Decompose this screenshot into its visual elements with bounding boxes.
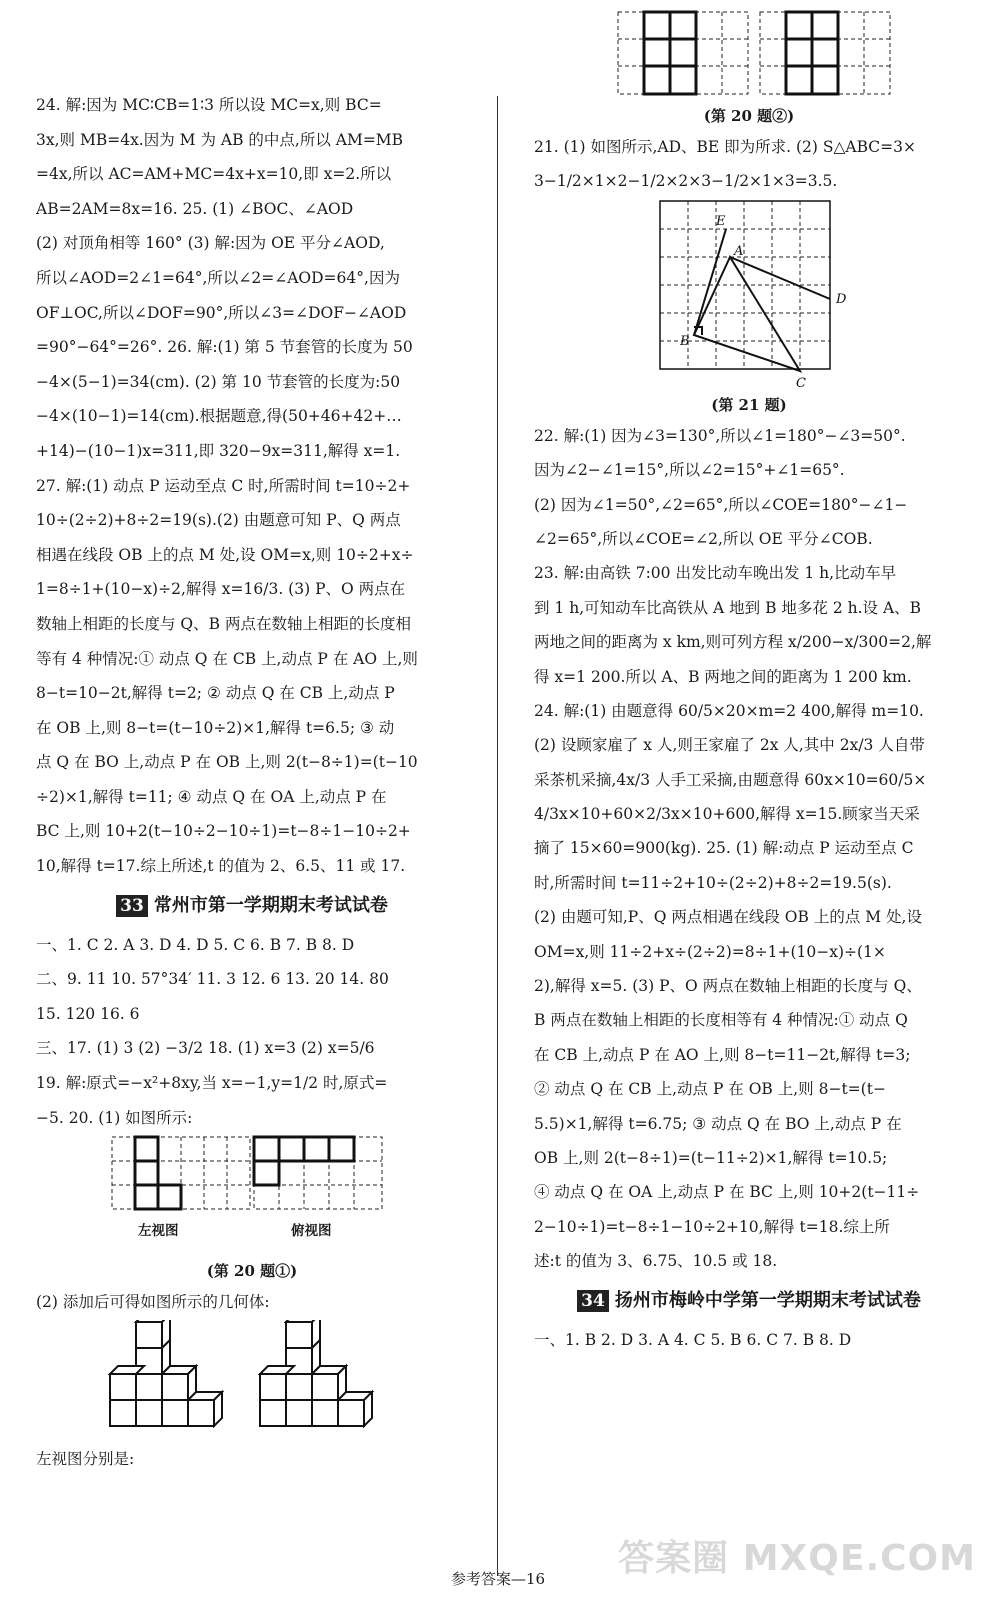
- text-line: 一、1. C 2. A 3. D 4. D 5. C 6. B 7. B 8. D: [36, 935, 355, 954]
- text-line: 8−t=10−2t,解得 t=2; ② 动点 Q 在 CB 上,动点 P: [36, 684, 395, 703]
- text-line: 采茶机采摘,4x/3 人手工采摘,由题意得 60x×10=60/5×: [534, 770, 927, 789]
- text-line: 5.5)×1,解得 t=6.75; ③ 动点 Q 在 BO 上,动点 P 在: [534, 1114, 902, 1133]
- text-line: 三、17. (1) 3 (2) −3/2 18. (1) x=3 (2) x=5/6: [36, 1039, 375, 1058]
- text-line: 24. 解:(1) 由题意得 60/5×20×m=2 400,解得 m=10.: [534, 701, 924, 720]
- right-column: [534, 88, 964, 1357]
- text-line: 22. 解:(1) 因为∠3=130°,所以∠1=180°−∠3=50°.: [534, 426, 906, 445]
- text-line: BC 上,则 10+2(t−10÷2−10÷1)=t−8÷1−10÷2+: [36, 822, 411, 841]
- text-line: 等有 4 种情况:① 动点 Q 在 CB 上,动点 P 在 AO 上,则: [36, 649, 418, 668]
- cube-solids-drawing: [36, 1320, 468, 1442]
- text-line: ④ 动点 Q 在 OA 上,动点 P 在 BC 上,则 10+2(t−11÷: [534, 1183, 920, 1202]
- text-line: 因为∠2−∠1=15°,所以∠2=15°+∠1=65°.: [534, 461, 845, 480]
- text-line: 21. (1) 如图所示,AD、BE 即为所求. (2) S△ABC=3×: [534, 138, 916, 156]
- text-line: OB 上,则 2(t−8÷1)=(t−11÷2)×1,解得 t=10.5;: [534, 1148, 888, 1167]
- section-number-badge: 34: [577, 1290, 609, 1312]
- text-line: 摘了 15×60=900(kg). 25. (1) 解:动点 P 运动至点 C: [534, 839, 914, 858]
- top-view-label: 俯视图: [291, 1223, 332, 1240]
- text-line: 2−10÷1)=t−8÷1−10÷2+10,解得 t=18.综上所: [534, 1217, 890, 1236]
- left-text-block-2: [36, 928, 468, 1136]
- point-label-e: E: [716, 213, 726, 229]
- text-line: 3−1/2×1×2−1/2×2×3−1/2×1×3=3.5.: [534, 172, 838, 191]
- right-text-block-2: [534, 419, 964, 1279]
- text-line: =90°−64°=26°. 26. 解:(1) 第 5 节套管的长度为 50: [36, 338, 413, 357]
- text-line: 两地之间的距离为 x km,则可列方程 x/200−x/300=2,解: [534, 633, 932, 652]
- text-line: 数轴上相距的长度与 Q、B 两点在数轴上相距的长度相: [36, 614, 411, 633]
- text-line: OF⊥OC,所以∠DOF=90°,所以∠3=∠DOF−∠AOD: [36, 303, 407, 322]
- figure-21-caption: (第 21 题): [711, 395, 787, 414]
- text-line: 二、9. 11 10. 57°34′ 11. 3 12. 6 13. 20 14. 80: [36, 970, 389, 989]
- views-diagram: [36, 1135, 468, 1257]
- text-line: (2) 添加后可得如图所示的几何体:: [36, 1293, 270, 1312]
- text-line: 19. 解:原式=−x²+8xy,当 x=−1,y=1/2 时,原式=: [36, 1074, 388, 1093]
- left-column: [36, 88, 468, 1476]
- text-line: ÷2)×1,解得 t=11; ④ 动点 Q 在 OA 上,动点 P 在: [36, 787, 387, 806]
- text-line: 述:t 的值为 3、6.75、10.5 或 18.: [534, 1252, 778, 1271]
- figure-3d-solids: [36, 1320, 468, 1442]
- text-line: 得 x=1 200.所以 A、B 两地之间的距离为 1 200 km.: [534, 667, 912, 686]
- text-line: 点 Q 在 BO 上,动点 P 在 OB 上,则 2(t−8÷1)=(t−10: [36, 753, 418, 772]
- point-label-a: A: [734, 243, 744, 259]
- text-line: 10÷(2÷2)+8÷2=19(s).(2) 由题意可知 P、Q 两点: [36, 511, 401, 530]
- text-line: (2) 因为∠1=50°,∠2=65°,所以∠COE=180°−∠1−: [534, 495, 908, 514]
- text-line: (2) 由题可知,P、Q 两点相遇在线段 OB 上的点 M 处,设: [534, 908, 922, 927]
- column-divider: [497, 96, 498, 1576]
- figure-20-2-caption: (第 20 题②): [703, 107, 795, 125]
- left-text-block-1: [36, 88, 468, 884]
- figure-20-1: [36, 1135, 468, 1257]
- views-diagram-2: [534, 10, 964, 102]
- text-line: (2) 设顾家雇了 x 人,则王家雇了 2x 人,其中 2x/3 人自带: [534, 736, 925, 755]
- watermark: 答案圈 MXQE.COM: [618, 1538, 976, 1579]
- section-33-title: [36, 884, 468, 928]
- point-label-b: B: [680, 333, 690, 349]
- text-line: −4×(10−1)=14(cm).根据题意,得(50+46+42+…: [36, 407, 402, 426]
- text-line: 所以∠AOD=2∠1=64°,所以∠2=∠AOD=64°,因为: [36, 268, 400, 287]
- text-line: 1=8÷1+(10−x)÷2,解得 x=16/3. (3) P、O 两点在: [36, 580, 406, 599]
- text-line: 3x,则 MB=4x.因为 M 为 AB 的中点,所以 AM=MB: [36, 130, 404, 149]
- text-line: 15. 120 16. 6: [36, 1004, 140, 1023]
- text-line: =4x,所以 AC=AM+MC=4x+x=10,即 x=2.所以: [36, 165, 392, 184]
- text-line: 左视图分别是:: [36, 1449, 135, 1468]
- text-line: 4/3x×10+60×2/3x×10+600,解得 x=15.顾家当天采: [534, 805, 920, 824]
- text-line: (2) 对顶角相等 160° (3) 解:因为 OE 平分∠AOD,: [36, 234, 385, 253]
- text-line: AB=2AM=8x=16. 25. (1) ∠BOC、∠AOD: [36, 199, 354, 218]
- figure-20-2: [534, 10, 964, 102]
- text-line: 一、1. B 2. D 3. A 4. C 5. B 6. C 7. B 8. D: [534, 1330, 852, 1349]
- text-line: −4×(5−1)=34(cm). (2) 第 10 节套管的长度为:50: [36, 372, 401, 391]
- left-view-label: 左视图: [138, 1223, 179, 1240]
- point-label-c: C: [796, 375, 806, 391]
- text-line: −5. 20. (1) 如图所示:: [36, 1108, 193, 1127]
- section-title-text: 扬州市梅岭中学第一学期期末考试试卷: [614, 1289, 921, 1311]
- point-label-d: D: [836, 291, 847, 307]
- section-title-text: 常州市第一学期期末考试试卷: [153, 894, 388, 916]
- text-line: ∠2=65°,所以∠COE=∠2,所以 OE 平分∠COB.: [534, 529, 873, 548]
- right-text-block-1: [534, 130, 964, 199]
- text-line: 24. 解:因为 MC∶CB=1∶3 所以设 MC=x,则 BC=: [36, 96, 382, 114]
- figure-21: [534, 199, 964, 391]
- text-line: ② 动点 Q 在 CB 上,动点 P 在 OB 上,则 8−t=(t−: [534, 1080, 886, 1099]
- text-line: 到 1 h,可知动车比高铁从 A 地到 B 地多花 2 h.设 A、B: [534, 598, 922, 617]
- left-text-block-3: [36, 1285, 468, 1320]
- text-line: 27. 解:(1) 动点 P 运动至点 C 时,所需时间 t=10÷2+: [36, 476, 411, 495]
- page-footer: 参考答案—16: [450, 1570, 546, 1588]
- text-line: OM=x,则 11÷2+x÷(2÷2)=8÷1+(10−x)÷(1×: [534, 942, 886, 961]
- text-line: 时,所需时间 t=11÷2+10÷(2÷2)+8÷2=19.5(s).: [534, 873, 892, 892]
- text-line: 10,解得 t=17.综上所述,t 的值为 2、6.5、11 或 17.: [36, 857, 406, 876]
- text-line: 23. 解:由高铁 7:00 出发比动车晚出发 1 h,比动车早: [534, 564, 897, 583]
- text-line: 2),解得 x=5. (3) P、O 两点在数轴上相距的长度与 Q、: [534, 977, 922, 996]
- text-line: 在 OB 上,则 8−t=(t−10÷2)×1,解得 t=6.5; ③ 动: [36, 718, 395, 737]
- figure-20-1-caption: (第 20 题①): [206, 1262, 298, 1281]
- section-number-badge: 33: [116, 895, 148, 917]
- triangle-grid-diagram: [534, 199, 964, 391]
- text-line: 相遇在线段 OB 上的点 M 处,设 OM=x,则 10÷2+x÷: [36, 545, 414, 564]
- section-34-title: [534, 1279, 964, 1323]
- text-line: 在 CB 上,动点 P 在 AO 上,则 8−t=11−2t,解得 t=3;: [534, 1045, 911, 1064]
- text-line: +14)−(10−1)x=311,即 320−9x=311,解得 x=1.: [36, 441, 401, 460]
- text-line: B 两点在数轴上相距的长度相等有 4 种情况:① 动点 Q: [534, 1011, 908, 1030]
